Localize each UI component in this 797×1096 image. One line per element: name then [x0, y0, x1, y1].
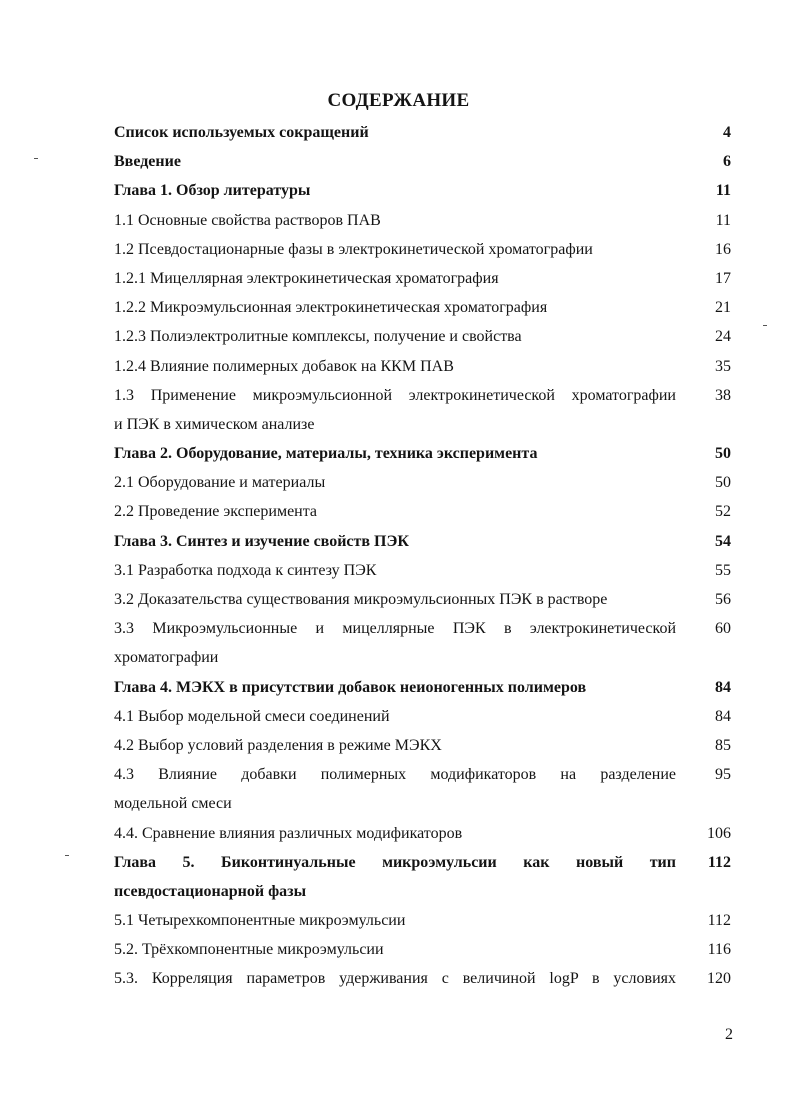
toc-entry [0, 176, 797, 205]
toc-entry-title: хроматографии [114, 649, 219, 667]
toc-entry-title: 2.1 Оборудование и материалы [114, 474, 326, 492]
toc-entry [0, 527, 797, 556]
toc-entry-title: 3.3 Микроэмульсионные и мицеллярные ПЭК в электрокинетической [114, 620, 676, 638]
toc-entry [0, 964, 797, 993]
toc-entry [0, 439, 797, 468]
toc-entry-page: 116 [707, 941, 731, 959]
toc-entry-title: 1.2.3 Полиэлектролитные комплексы, получение и свойства [114, 328, 522, 346]
toc-entry-title: 4.3 Влияние добавки полимерных модификаторов на разделение [114, 766, 676, 784]
toc-entry-title: 4.1 Выбор модельной смеси соединений [114, 707, 390, 725]
toc-entry [0, 322, 797, 351]
toc-entry [0, 235, 797, 264]
toc-entry-page: 17 [715, 269, 731, 287]
toc-entry [0, 731, 797, 760]
toc-entry-page: 50 [715, 474, 731, 492]
toc-entry-page: 50 [715, 445, 731, 463]
toc-entry-title: 3.1 Разработка подхода к синтезу ПЭК [114, 561, 377, 579]
toc-entry-title: 1.2.1 Мицеллярная электрокинетическая хроматография [114, 269, 499, 287]
toc-entry-page: 85 [715, 736, 731, 754]
toc-entry [0, 556, 797, 585]
toc-entry-title: Введение [114, 153, 181, 171]
page-title: СОДЕРЖАНИЕ [327, 90, 470, 111]
toc-entry [0, 468, 797, 497]
toc-entry-title: Глава 3. Синтез и изучение свойств ПЭК [114, 532, 409, 550]
toc-entry [0, 410, 797, 439]
toc-entry [0, 702, 797, 731]
toc-entry [0, 760, 797, 789]
toc-entry-page: 120 [707, 970, 731, 988]
toc-entry [0, 264, 797, 293]
toc-entry [0, 643, 797, 672]
toc-entry-title: 1.3 Применение микроэмульсионной электрокинетической хроматографии [114, 386, 676, 404]
toc-entry [0, 673, 797, 702]
toc-entry-page: 106 [707, 824, 731, 842]
toc-entry-page: 55 [715, 561, 731, 579]
toc-entry-page: 84 [715, 678, 731, 696]
toc-entry-page: 16 [715, 240, 731, 258]
toc-entry-page: 38 [715, 386, 731, 404]
toc-entry [0, 118, 797, 147]
toc-entry-title: 5.1 Четырехкомпонентные микроэмульсии [114, 912, 406, 930]
toc-entry [0, 497, 797, 526]
toc-entry-title: псевдостационарной фазы [114, 882, 307, 900]
toc-entry [0, 877, 797, 906]
toc-entry-title: Список используемых сокращений [114, 124, 369, 141]
toc-entry-title: Глава 5. Биконтинуальные микроэмульсии как новый тип [114, 853, 676, 871]
toc-entry-page: 11 [715, 182, 731, 200]
toc-entry [0, 147, 797, 176]
toc-entry-page: 6 [723, 153, 731, 171]
toc-entry-title: 3.2 Доказательства существования микроэмульсионных ПЭК в растворе [114, 591, 608, 608]
toc-entry-title: Глава 1. Обзор литературы [114, 182, 311, 200]
toc-entry-title: 1.2 Псевдостационарные фазы в электрокинетической хроматографии [114, 240, 593, 258]
toc-entry-page: 60 [715, 620, 731, 638]
toc-entry-page: 54 [715, 532, 731, 550]
scan-speck [65, 855, 69, 856]
toc-entry-page: 95 [715, 766, 731, 784]
toc-entry [0, 848, 797, 877]
toc-entry-page: 4 [723, 124, 731, 141]
toc-entry-title: Глава 2. Оборудование, материалы, техника эксперимента [114, 445, 538, 463]
toc-entry [0, 906, 797, 935]
toc-entry [0, 206, 797, 235]
toc-entry-title: 4.2 Выбор условий разделения в режиме МЭКХ [114, 736, 442, 754]
toc-entry-page: 112 [707, 912, 731, 930]
toc-entry-page: 52 [715, 503, 731, 521]
toc-entry [0, 614, 797, 643]
toc-entry-title: модельной смеси [114, 795, 232, 813]
toc-entry-title: 1.2.4 Влияние полимерных добавок на ККМ ПАВ [114, 357, 454, 375]
table-of-contents [0, 118, 797, 994]
toc-entry-page: 21 [715, 299, 731, 317]
toc-entry-page: 24 [715, 328, 731, 346]
toc-entry-title: Глава 4. МЭКХ в присутствии добавок неионогенных полимеров [114, 678, 587, 696]
toc-entry [0, 789, 797, 818]
toc-entry-title: 5.2. Трёхкомпонентные микроэмульсии [114, 941, 384, 959]
toc-entry-page: 84 [715, 707, 731, 725]
toc-entry-page: 35 [715, 357, 731, 375]
toc-entry-title: 4.4. Сравнение влияния различных модификаторов [114, 824, 463, 842]
toc-entry [0, 381, 797, 410]
scan-speck [763, 325, 767, 326]
scan-speck [34, 158, 38, 159]
toc-entry-title: и ПЭК в химическом анализе [114, 415, 315, 433]
toc-entry-page: 112 [707, 853, 731, 871]
toc-entry [0, 935, 797, 964]
toc-entry-page: 56 [715, 591, 731, 608]
toc-entry [0, 293, 797, 322]
toc-entry-title: 1.2.2 Микроэмульсионная электрокинетическая хроматография [114, 299, 548, 317]
toc-entry [0, 819, 797, 848]
page-number: 2 [725, 1026, 733, 1043]
toc-entry-page: 11 [715, 211, 731, 229]
toc-entry-title: 1.1 Основные свойства растворов ПАВ [114, 211, 381, 229]
toc-entry-title: 5.3. Корреляция параметров удерживания с величиной logP в условиях [114, 970, 676, 988]
toc-entry-title: 2.2 Проведение эксперимента [114, 503, 318, 521]
toc-entry [0, 352, 797, 381]
toc-entry [0, 585, 797, 614]
